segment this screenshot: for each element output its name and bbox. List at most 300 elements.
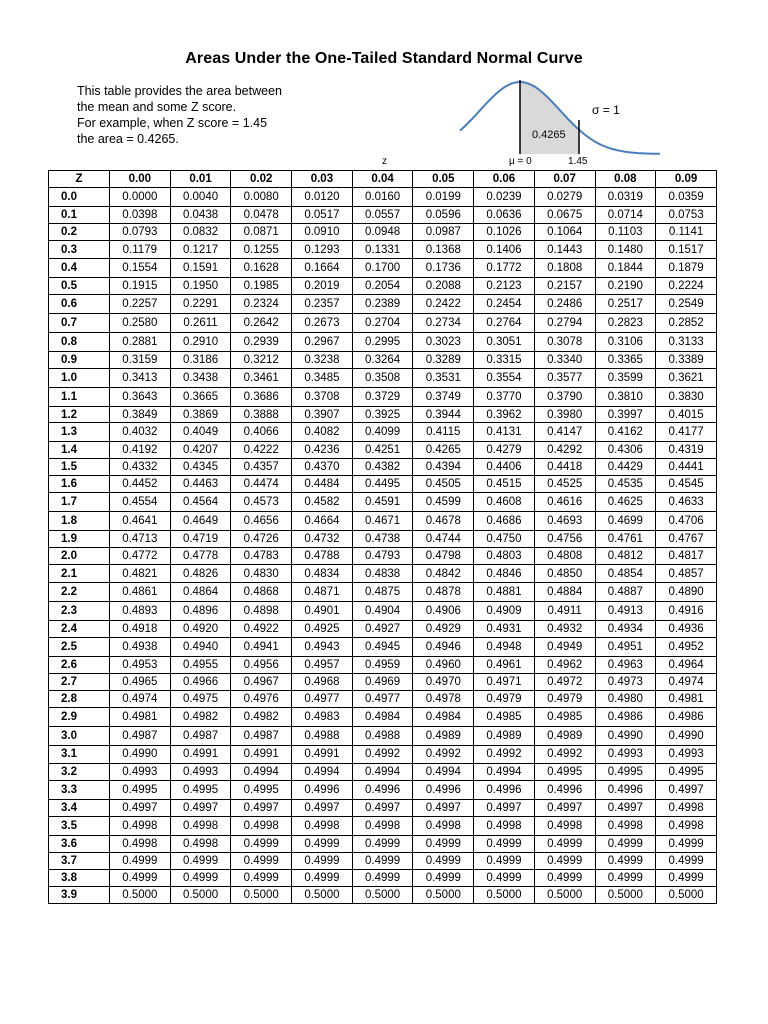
area-cell: 0.4996: [292, 781, 353, 800]
z-value-cell: 0.5: [49, 278, 110, 295]
area-cell: 0.4925: [292, 621, 353, 638]
area-cell: 0.2881: [110, 333, 171, 352]
area-cell: 0.3212: [231, 351, 292, 368]
area-cell: 0.4999: [534, 852, 595, 869]
area-cell: 0.4573: [231, 493, 292, 512]
column-header: 0.00: [110, 171, 171, 188]
area-cell: 0.1293: [292, 240, 353, 259]
area-cell: 0.2939: [231, 333, 292, 352]
area-cell: 0.4994: [292, 764, 353, 781]
area-cell: 0.4131: [474, 423, 535, 442]
column-header: 0.09: [656, 171, 717, 188]
area-cell: 0.3810: [595, 387, 656, 406]
area-cell: 0.1950: [170, 278, 231, 295]
intro-text: [77, 83, 282, 147]
area-cell: 0.4999: [474, 852, 535, 869]
area-cell: 0.3340: [534, 351, 595, 368]
table-row: [49, 442, 717, 459]
area-cell: 0.4838: [352, 564, 413, 583]
area-cell: 0.4861: [110, 583, 171, 602]
area-cell: 0.4998: [231, 817, 292, 836]
area-cell: 0.4965: [110, 673, 171, 690]
area-cell: 0.4999: [413, 869, 474, 886]
area-cell: 0.4995: [110, 781, 171, 800]
area-cell: 0.0239: [474, 187, 535, 206]
area-cell: 0.4998: [110, 835, 171, 852]
area-cell: 0.4980: [595, 690, 656, 707]
area-cell: 0.4998: [474, 817, 535, 836]
area-cell: 0.4997: [231, 800, 292, 817]
area-cell: 0.4484: [292, 476, 353, 493]
area-cell: 0.0359: [656, 187, 717, 206]
area-cell: 0.2486: [534, 295, 595, 314]
area-cell: 0.4996: [474, 781, 535, 800]
area-cell: 0.4998: [292, 817, 353, 836]
area-cell: 0.4999: [170, 869, 231, 886]
area-cell: 0.0120: [292, 187, 353, 206]
area-cell: 0.4948: [474, 638, 535, 657]
area-cell: 0.4999: [352, 852, 413, 869]
area-cell: 0.2580: [110, 314, 171, 333]
table-row: [49, 886, 717, 903]
column-header: 0.03: [292, 171, 353, 188]
area-cell: 0.5000: [110, 886, 171, 903]
area-cell: 0.4817: [656, 547, 717, 564]
shaded-area: [520, 82, 579, 154]
area-cell: 0.2517: [595, 295, 656, 314]
area-cell: 0.2291: [170, 295, 231, 314]
area-cell: 0.4999: [656, 835, 717, 852]
z-value-cell: 3.1: [49, 745, 110, 764]
area-cell: 0.1179: [110, 240, 171, 259]
normal-curve-diagram: [370, 70, 670, 170]
table-row: [49, 781, 717, 800]
area-cell: 0.4345: [170, 459, 231, 476]
area-cell: 0.0714: [595, 206, 656, 223]
area-cell: 0.4793: [352, 547, 413, 564]
area-cell: 0.4999: [534, 835, 595, 852]
area-cell: 0.4857: [656, 564, 717, 583]
area-cell: 0.2224: [656, 278, 717, 295]
area-cell: 0.4999: [595, 852, 656, 869]
area-cell: 0.3315: [474, 351, 535, 368]
table-row: [49, 547, 717, 564]
area-cell: 0.4032: [110, 423, 171, 442]
area-cell: 0.4968: [292, 673, 353, 690]
area-cell: 0.4678: [413, 511, 474, 530]
area-cell: 0.4649: [170, 511, 231, 530]
table-row: [49, 817, 717, 836]
area-cell: 0.4974: [656, 673, 717, 690]
table-row: [49, 835, 717, 852]
z-value-cell: 1.7: [49, 493, 110, 512]
area-cell: 0.4999: [595, 869, 656, 886]
area-cell: 0.3729: [352, 387, 413, 406]
area-cell: 0.4177: [656, 423, 717, 442]
area-cell: 0.1915: [110, 278, 171, 295]
area-cell: 0.4932: [534, 621, 595, 638]
table-row: [49, 333, 717, 352]
z-value-cell: 1.8: [49, 511, 110, 530]
area-cell: 0.3888: [231, 406, 292, 423]
table-row: [49, 852, 717, 869]
area-cell: 0.4878: [413, 583, 474, 602]
area-cell: 0.2123: [474, 278, 535, 295]
area-cell: 0.0398: [110, 206, 171, 223]
area-cell: 0.4998: [170, 817, 231, 836]
area-cell: 0.4997: [352, 800, 413, 817]
area-cell: 0.4875: [352, 583, 413, 602]
area-cell: 0.3078: [534, 333, 595, 352]
area-cell: 0.4893: [110, 602, 171, 621]
area-cell: 0.4429: [595, 459, 656, 476]
z-value-cell: 0.4: [49, 259, 110, 278]
z-value-cell: 2.9: [49, 707, 110, 726]
area-cell: 0.1879: [656, 259, 717, 278]
area-cell: 0.4998: [595, 817, 656, 836]
area-cell: 0.4938: [110, 638, 171, 657]
area-cell: 0.5000: [534, 886, 595, 903]
area-cell: 0.0948: [352, 223, 413, 240]
area-cell: 0.4463: [170, 476, 231, 493]
area-cell: 0.4693: [534, 511, 595, 530]
area-cell: 0.4812: [595, 547, 656, 564]
area-cell: 0.1368: [413, 240, 474, 259]
area-cell: 0.3389: [656, 351, 717, 368]
area-cell: 0.4474: [231, 476, 292, 493]
z-value-cell: 1.4: [49, 442, 110, 459]
area-cell: 0.4992: [413, 745, 474, 764]
area-cell: 0.0675: [534, 206, 595, 223]
z-value-cell: 1.9: [49, 530, 110, 547]
area-cell: 0.2704: [352, 314, 413, 333]
area-cell: 0.0987: [413, 223, 474, 240]
area-cell: 0.4999: [170, 852, 231, 869]
area-cell: 0.4998: [656, 800, 717, 817]
area-cell: 0.1985: [231, 278, 292, 295]
area-cell: 0.4582: [292, 493, 353, 512]
area-cell: 0.4656: [231, 511, 292, 530]
area-cell: 0.3238: [292, 351, 353, 368]
z-value-cell: 0.9: [49, 351, 110, 368]
area-cell: 0.1808: [534, 259, 595, 278]
area-cell: 0.4955: [170, 657, 231, 674]
area-cell: 0.4984: [352, 707, 413, 726]
area-cell: 0.4898: [231, 602, 292, 621]
area-cell: 0.4929: [413, 621, 474, 638]
area-cell: 0.4998: [656, 817, 717, 836]
table-row: [49, 690, 717, 707]
area-cell: 0.4906: [413, 602, 474, 621]
area-cell: 0.4977: [352, 690, 413, 707]
area-cell: 0.4382: [352, 459, 413, 476]
area-cell: 0.2852: [656, 314, 717, 333]
area-cell: 0.4452: [110, 476, 171, 493]
area-cell: 0.3749: [413, 387, 474, 406]
area-cell: 0.4236: [292, 442, 353, 459]
area-cell: 0.1217: [170, 240, 231, 259]
area-cell: 0.4994: [413, 764, 474, 781]
table-row: [49, 240, 717, 259]
area-cell: 0.4664: [292, 511, 353, 530]
table-row: [49, 726, 717, 745]
area-cell: 0.4306: [595, 442, 656, 459]
table-row: [49, 459, 717, 476]
area-cell: 0.0910: [292, 223, 353, 240]
page-title: Areas Under the One-Tailed Standard Normal Curve: [185, 50, 583, 67]
z-value-cell: 0.3: [49, 240, 110, 259]
area-cell: 0.4830: [231, 564, 292, 583]
area-cell: 0.4992: [352, 745, 413, 764]
area-cell: 0.3264: [352, 351, 413, 368]
area-cell: 0.4890: [656, 583, 717, 602]
area-cell: 0.1064: [534, 223, 595, 240]
area-cell: 0.4871: [292, 583, 353, 602]
area-cell: 0.4996: [352, 781, 413, 800]
area-cell: 0.4997: [534, 800, 595, 817]
area-cell: 0.1591: [170, 259, 231, 278]
area-cell: 0.1406: [474, 240, 535, 259]
area-cell: 0.1141: [656, 223, 717, 240]
area-cell: 0.3438: [170, 368, 231, 387]
intro-line: This table provides the area between: [77, 84, 282, 98]
area-cell: 0.1480: [595, 240, 656, 259]
area-cell: 0.0199: [413, 187, 474, 206]
area-cell: 0.4726: [231, 530, 292, 547]
area-cell: 0.4719: [170, 530, 231, 547]
z-value-cell: 2.3: [49, 602, 110, 621]
area-cell: 0.2823: [595, 314, 656, 333]
area-cell: 0.4788: [292, 547, 353, 564]
z-value-cell: 1.0: [49, 368, 110, 387]
area-cell: 0.3770: [474, 387, 535, 406]
area-cell: 0.4991: [231, 745, 292, 764]
area-cell: 0.4319: [656, 442, 717, 459]
area-cell: 0.4957: [292, 657, 353, 674]
area-cell: 0.4564: [170, 493, 231, 512]
area-cell: 0.4999: [413, 835, 474, 852]
area-cell: 0.4994: [231, 764, 292, 781]
area-cell: 0.0319: [595, 187, 656, 206]
area-cell: 0.3907: [292, 406, 353, 423]
z-value-cell: 1.2: [49, 406, 110, 423]
area-cell: 0.4767: [656, 530, 717, 547]
area-cell: 0.4999: [231, 852, 292, 869]
area-cell: 0.3686: [231, 387, 292, 406]
area-cell: 0.4671: [352, 511, 413, 530]
area-cell: 0.2734: [413, 314, 474, 333]
area-cell: 0.4842: [413, 564, 474, 583]
area-cell: 0.4207: [170, 442, 231, 459]
z-value-cell: 3.2: [49, 764, 110, 781]
area-cell: 0.1026: [474, 223, 535, 240]
area-cell: 0.4999: [110, 852, 171, 869]
area-cell: 0.4979: [474, 690, 535, 707]
area-cell: 0.2019: [292, 278, 353, 295]
table-row: [49, 493, 717, 512]
column-header: 0.02: [231, 171, 292, 188]
area-cell: 0.3051: [474, 333, 535, 352]
area-cell: 0.4997: [170, 800, 231, 817]
area-cell: 0.4973: [595, 673, 656, 690]
table-row: [49, 764, 717, 781]
z-value-cell: 3.7: [49, 852, 110, 869]
table-row: [49, 511, 717, 530]
area-cell: 0.1255: [231, 240, 292, 259]
area-cell: 0.3554: [474, 368, 535, 387]
area-cell: 0.4999: [534, 869, 595, 886]
area-cell: 0.0636: [474, 206, 535, 223]
z-axis-label: z: [382, 156, 387, 167]
area-cell: 0.5000: [595, 886, 656, 903]
area-cell: 0.4904: [352, 602, 413, 621]
column-header: 0.01: [170, 171, 231, 188]
area-cell: 0.4997: [474, 800, 535, 817]
table-row: [49, 423, 717, 442]
table-row: [49, 187, 717, 206]
area-cell: 0.1628: [231, 259, 292, 278]
area-cell: 0.2794: [534, 314, 595, 333]
area-cell: 0.4896: [170, 602, 231, 621]
area-cell: 0.2549: [656, 295, 717, 314]
area-cell: 0.4998: [110, 817, 171, 836]
area-cell: 0.3485: [292, 368, 353, 387]
area-cell: 0.4994: [474, 764, 535, 781]
z-value-cell: 1.5: [49, 459, 110, 476]
area-cell: 0.4821: [110, 564, 171, 583]
area-cell: 0.4991: [170, 745, 231, 764]
area-cell: 0.4981: [656, 690, 717, 707]
z-value-cell: 1.1: [49, 387, 110, 406]
area-cell: 0.0000: [110, 187, 171, 206]
area-cell: 0.4975: [170, 690, 231, 707]
table-row: [49, 351, 717, 368]
column-header: 0.08: [595, 171, 656, 188]
area-cell: 0.3508: [352, 368, 413, 387]
area-cell: 0.4986: [595, 707, 656, 726]
table-row: [49, 602, 717, 621]
area-cell: 0.4997: [413, 800, 474, 817]
z-value-cell: 2.2: [49, 583, 110, 602]
area-cell: 0.3461: [231, 368, 292, 387]
area-cell: 0.4998: [352, 817, 413, 836]
area-cell: 0.4495: [352, 476, 413, 493]
area-cell: 0.4971: [474, 673, 535, 690]
area-cell: 0.4535: [595, 476, 656, 493]
table-row: [49, 295, 717, 314]
table-row: [49, 673, 717, 690]
area-cell: 0.2995: [352, 333, 413, 352]
area-cell: 0.3531: [413, 368, 474, 387]
area-cell: 0.3599: [595, 368, 656, 387]
area-cell: 0.4999: [231, 835, 292, 852]
area-cell: 0.4834: [292, 564, 353, 583]
area-cell: 0.0753: [656, 206, 717, 223]
area-cell: 0.4015: [656, 406, 717, 423]
area-cell: 0.4418: [534, 459, 595, 476]
z-value-cell: 1.6: [49, 476, 110, 493]
area-cell: 0.0832: [170, 223, 231, 240]
area-cell: 0.4505: [413, 476, 474, 493]
area-cell: 0.2967: [292, 333, 353, 352]
area-cell: 0.4049: [170, 423, 231, 442]
area-cell: 0.4881: [474, 583, 535, 602]
area-cell: 0.4945: [352, 638, 413, 657]
area-cell: 0.4962: [534, 657, 595, 674]
area-cell: 0.4162: [595, 423, 656, 442]
area-cell: 0.3997: [595, 406, 656, 423]
area-cell: 0.4964: [656, 657, 717, 674]
z-value-cell: 2.0: [49, 547, 110, 564]
area-cell: 0.4952: [656, 638, 717, 657]
area-cell: 0.4279: [474, 442, 535, 459]
area-cell: 0.4988: [352, 726, 413, 745]
area-cell: 0.4990: [656, 726, 717, 745]
area-label: 0.4265: [532, 129, 566, 141]
area-cell: 0.4993: [170, 764, 231, 781]
area-cell: 0.4545: [656, 476, 717, 493]
area-cell: 0.4997: [292, 800, 353, 817]
area-cell: 0.4985: [534, 707, 595, 726]
area-cell: 0.4901: [292, 602, 353, 621]
table-row: [49, 800, 717, 817]
area-cell: 0.3133: [656, 333, 717, 352]
area-cell: 0.4990: [595, 726, 656, 745]
z-value-cell: 0.8: [49, 333, 110, 352]
area-cell: 0.4783: [231, 547, 292, 564]
area-cell: 0.4951: [595, 638, 656, 657]
area-cell: 0.4996: [534, 781, 595, 800]
area-cell: 0.4713: [110, 530, 171, 547]
area-cell: 0.4599: [413, 493, 474, 512]
area-cell: 0.2389: [352, 295, 413, 314]
area-cell: 0.4956: [231, 657, 292, 674]
area-cell: 0.4616: [534, 493, 595, 512]
area-cell: 0.3980: [534, 406, 595, 423]
area-cell: 0.2764: [474, 314, 535, 333]
table-row: [49, 707, 717, 726]
area-cell: 0.3944: [413, 406, 474, 423]
z-value-cell: 2.6: [49, 657, 110, 674]
area-cell: 0.4999: [292, 869, 353, 886]
area-cell: 0.5000: [352, 886, 413, 903]
area-cell: 0.4999: [292, 852, 353, 869]
area-cell: 0.4995: [231, 781, 292, 800]
z-value-cell: 0.7: [49, 314, 110, 333]
z-value-cell: 2.8: [49, 690, 110, 707]
area-cell: 0.2190: [595, 278, 656, 295]
area-cell: 0.4798: [413, 547, 474, 564]
area-cell: 0.5000: [413, 886, 474, 903]
area-cell: 0.4997: [595, 800, 656, 817]
area-cell: 0.3159: [110, 351, 171, 368]
area-cell: 0.3643: [110, 387, 171, 406]
area-cell: 0.4993: [656, 745, 717, 764]
area-cell: 0.4998: [534, 817, 595, 836]
area-cell: 0.4999: [110, 869, 171, 886]
area-cell: 0.4984: [413, 707, 474, 726]
area-cell: 0.3665: [170, 387, 231, 406]
area-cell: 0.4222: [231, 442, 292, 459]
area-cell: 0.4982: [231, 707, 292, 726]
area-cell: 0.1443: [534, 240, 595, 259]
area-cell: 0.4972: [534, 673, 595, 690]
area-cell: 0.4357: [231, 459, 292, 476]
area-cell: 0.3849: [110, 406, 171, 423]
area-cell: 0.4995: [656, 764, 717, 781]
area-cell: 0.2357: [292, 295, 353, 314]
area-cell: 0.4066: [231, 423, 292, 442]
